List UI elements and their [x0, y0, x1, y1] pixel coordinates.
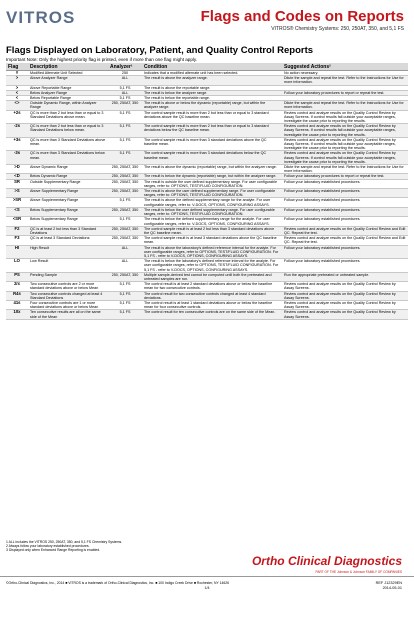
flag-cell: +2s	[6, 110, 28, 124]
analyzer-cell: 5,1 FS	[108, 124, 142, 138]
analyzer-cell: 5,1 FS	[108, 217, 142, 226]
company-tagline: PART OF THE Johnson & Johnson FAMILY OF COMPANIES	[315, 570, 402, 574]
analyzer-cell: 250, 250AT, 350	[108, 236, 142, 245]
condition-cell: The result is below the defined supplementary range for the analyte. For user configurable ranges, refer to: V-DOCS, OPTIONS, CONFIGURING ASSAYS.	[142, 217, 282, 226]
table-row	[6, 179, 408, 188]
description-cell: Above Dynamic Range	[28, 165, 108, 174]
table-row	[6, 217, 408, 226]
description-cell: Below Supplementary Range	[28, 217, 108, 226]
condition-cell: The result is below the analyzer range.	[142, 90, 282, 95]
analyzer-cell: 5,1 FS	[108, 310, 142, 319]
analyzer-cell: 250, 250AT, 350	[108, 174, 142, 179]
table-row	[6, 259, 408, 273]
description-cell: QC is more than 3 Standard Deviations below mean.	[28, 151, 108, 165]
actions-cell: Follow your laboratory established procedures.	[282, 217, 408, 226]
condition-cell: The result is above the dynamic (reportable) range, but within the analyzer range.	[142, 165, 282, 174]
condition-cell: The result is above the laboratory's defined reference interval for the analyte. For user configurable ranges, refer to OPTIONS, TEST/FLUID CONFIGURATION. For 5,1 FS - refer to V-DOCS, OPTIONS, CONFIGURING ASSAYS.	[142, 245, 282, 259]
description-cell: Below Reportable Range	[28, 96, 108, 101]
description-cell: Above Analyzer Range	[28, 76, 108, 85]
description-cell: Above Reportable Range	[28, 85, 108, 90]
description-cell: Two consecutive controls changed at least 4 Standard Deviations	[28, 291, 108, 300]
condition-cell: The result is below the dynamic (reportable) range, but within the analyzer range.	[142, 174, 282, 179]
actions-cell: Review control and analyze results on the Quality Control Review by Assay Screens.	[282, 282, 408, 291]
condition-cell: The result is above the reportable range.	[142, 85, 282, 90]
description-cell: Outside Dynamic Range, within Analyzer Range	[28, 101, 108, 110]
description-cell: QC is more than 3 Standard Deviations above mean.	[28, 137, 108, 151]
analyzer-cell: 250, 250AT, 350	[108, 165, 142, 174]
actions-cell: Follow your laboratory established procedures.	[282, 207, 408, 216]
actions-cell: Dilute the sample and repeat the test. Refer to the Instructions for Use for more information.	[282, 101, 408, 110]
condition-cell: The control result for two consecutive controls changed at least 4 standard deviations.	[142, 291, 282, 300]
flag-cell: >	[6, 85, 28, 90]
actions-cell: Review control and analyze results on the Quality Control Review by Assay Screens. If control results fall outside your acceptable ranges, investigate the cause prior to reporting the results.	[282, 151, 408, 165]
table-row	[6, 291, 408, 300]
page-subtitle: VITROS® Chemistry Systems: 250, 250AT, 350, and 5,1 FS	[271, 26, 404, 32]
description-cell: Low Result	[28, 259, 108, 273]
table-row	[6, 282, 408, 291]
description-cell: QC is more than 2 but less than or equal to 3 Standard Deviations above mean.	[28, 110, 108, 124]
flag-cell: 10x	[6, 310, 28, 319]
actions-cell: Review control and analyze results on the Quality Control Review by Assay Screens. If control results fall outside your acceptable ranges, investigate the cause prior to reporting the results.	[282, 124, 408, 138]
analyzer-cell: 5,1 FS	[108, 137, 142, 151]
flag-cell: -3s	[6, 151, 28, 165]
reference-number: REF J12329EN	[375, 581, 402, 585]
description-cell: High Result	[28, 245, 108, 259]
flag-cell: <D	[6, 174, 28, 179]
table-row	[6, 207, 408, 216]
condition-cell: The result is below the reportable range.	[142, 96, 282, 101]
analyzer-cell: 5,1 FS	[108, 110, 142, 124]
actions-cell: Follow your laboratory established procedures.	[282, 189, 408, 198]
flags-table	[6, 63, 408, 320]
document-date: 2014-05-01	[382, 586, 402, 590]
flag-cell: PS	[6, 272, 28, 281]
condition-cell: The control sample result is at least 3 standard deviations above the QC baseline mean.	[142, 236, 282, 245]
condition-cell: The control sample result is at least 2 but less than 3 standard deviations above the QC baseline mean.	[142, 226, 282, 235]
flag-cell: >S	[6, 189, 28, 198]
description-cell: Above Supplementary Range	[28, 198, 108, 207]
footnote-3: 3 Displayed only when Enhanced Range Reporting is enabled.	[6, 548, 101, 552]
footnote-1: 1 ALL includes the VITROS 250, 250AT, 350, and 5,1 FS Chemistry Systems.	[6, 540, 123, 544]
actions-cell: Review control and analyze results on the Quality Control Review by Assay Screens.	[282, 310, 408, 319]
condition-cell: Multiple sample-derived test cannot be computed until both the pretreated and untreated samples are run.	[142, 272, 282, 281]
page-header	[0, 0, 414, 44]
table-row	[6, 124, 408, 138]
table-row	[6, 226, 408, 235]
table-row	[6, 151, 408, 165]
actions-cell: Dilute the sample and repeat the test. Refer to the Instructions for Use for more information.	[282, 165, 408, 174]
page-number: 1/4	[204, 586, 210, 590]
table-row	[6, 76, 408, 85]
description-cell: Four consecutive controls are 1 or more standard deviations above or below Mean	[28, 300, 108, 309]
flag-cell: <S	[6, 207, 28, 216]
column-header-condition: Condition	[142, 63, 282, 71]
table-row	[6, 110, 408, 124]
condition-cell: The result is above the analyzer range.	[142, 76, 282, 85]
condition-cell: The result is below the laboratory's defined reference interval for the analyte. For user configurable ranges, refer to OPTIONS, TEST/FLUID CONFIGURATION. For 5,1 FS - refer to V-DOCS, OPTIONS, CONFIGURING ASSAYS.	[142, 259, 282, 273]
flag-cell: 41s	[6, 300, 28, 309]
page-title: Flags and Codes on Reports	[200, 8, 404, 25]
analyzer-cell: 5,1 FS	[108, 198, 142, 207]
analyzer-cell: 250, 250AT, 350	[108, 189, 142, 198]
flag-cell: 2/x	[6, 282, 28, 291]
flag-cell: -2s	[6, 124, 28, 138]
table-row	[6, 300, 408, 309]
column-header-analyzer: Analyzer¹	[108, 63, 142, 71]
description-cell: Outside Supplementary Range	[28, 179, 108, 188]
description-cell: Above Supplementary Range	[28, 189, 108, 198]
analyzer-cell: 250, 250AT, 350	[108, 101, 142, 110]
flag-cell: >SR	[6, 198, 28, 207]
vitros-logo: VITROS	[6, 8, 76, 27]
actions-cell: Follow your laboratory established procedures.	[282, 179, 408, 188]
description-cell: QC is more than 2 but less than or equal to 3 Standard Deviations below mean.	[28, 124, 108, 138]
table-row	[6, 101, 408, 110]
flag-cell: LO	[6, 259, 28, 273]
analyzer-cell: 5,1 FS	[108, 85, 142, 90]
flag-cell: HI	[6, 245, 28, 259]
analyzer-cell: 250, 250AT, 350	[108, 272, 142, 281]
flag-cell: +3s	[6, 137, 28, 151]
flag-cell: F3	[6, 236, 28, 245]
column-header-flag: Flag	[6, 63, 28, 71]
analyzer-cell: 5,1 FS	[108, 291, 142, 300]
analyzer-cell: 250, 250AT, 350	[108, 226, 142, 235]
analyzer-cell: 250, 250AT, 350	[108, 179, 142, 188]
flag-cell: <SR	[6, 217, 28, 226]
actions-cell: Follow your laboratory procedures to report or repeat the test.	[282, 90, 408, 95]
flag-cell: SR	[6, 179, 28, 188]
analyzer-cell: 5,1 FS	[108, 96, 142, 101]
table-row	[6, 90, 408, 95]
analyzer-cell: 5,1 FS	[108, 282, 142, 291]
actions-cell: Follow your laboratory established procedures.	[282, 245, 408, 259]
flag-cell: >	[6, 76, 28, 85]
actions-cell: Review control and analyze results on the Quality Control Review by Assay Screens. If control results fall outside your acceptable ranges, investigate the cause prior to reporting the results.	[282, 137, 408, 151]
actions-cell: Follow your laboratory established procedures.	[282, 259, 408, 273]
condition-cell: The control sample result is more than 2 but less than or equal to 3 standard deviations above the QC baseline mean.	[142, 110, 282, 124]
condition-cell: The result is above the defined supplementary range for the analyte. For user configurable ranges, refer to: V-DOCS, OPTIONS, CONFIGURING ASSAYS.	[142, 198, 282, 207]
flag-cell: <	[6, 96, 28, 101]
actions-cell: Review control and analyze results on the Quality Control Review and Edit QC. Repeat the test.	[282, 236, 408, 245]
analyzer-cell: ALL	[108, 245, 142, 259]
description-cell: Below Supplementary Range	[28, 207, 108, 216]
condition-cell: The result is above the user defined supplementary range. For user configurable ranges, refer to: OPTIONS, TEST/FLUID CONFIGURATION.	[142, 189, 282, 198]
flag-cell: <>	[6, 101, 28, 110]
actions-cell: No action necessary.	[282, 71, 408, 76]
actions-cell: Review control and analyze results on the Quality Control Review and Edit QC. Repeat the test.	[282, 226, 408, 235]
description-cell: Below Dynamic Range	[28, 174, 108, 179]
analyzer-cell: ALL	[108, 90, 142, 95]
analyzer-cell: ALL	[108, 76, 142, 85]
actions-cell: Follow your laboratory procedures to report or repeat the test.	[282, 174, 408, 179]
footnote-2: 2 Always follow your laboratory established procedures.	[6, 544, 90, 548]
condition-cell: Indicates that a modified alternate unit has been selected.	[142, 71, 282, 76]
description-cell: Modified Alternate Unit Selected	[28, 71, 108, 76]
flag-cell: #	[6, 71, 28, 76]
actions-cell: Review control and analyze results on the Quality Control Review by Assay Screens.	[282, 291, 408, 300]
table-row	[6, 198, 408, 207]
description-cell: Two consecutive controls are 2 or more standard deviations above or below Mean	[28, 282, 108, 291]
flag-cell: >D	[6, 165, 28, 174]
actions-cell: Dilute the sample and repeat the test. Refer to the Instructions for Use for more information.	[282, 76, 408, 85]
actions-cell: Run the appropriate pretreated or untreated sample.	[282, 272, 408, 281]
table-header-row	[6, 63, 408, 71]
description-cell: QC is at least 2 but less than 3 Standard Deviations	[28, 226, 108, 235]
table-row	[6, 245, 408, 259]
analyzer-cell: 5,1 FS	[108, 300, 142, 309]
flag-cell: <	[6, 90, 28, 95]
condition-cell: The control sample result is more than 2 but less than or equal to 3 standard deviations below the QC baseline mean.	[142, 124, 282, 138]
important-note: Important Note: Only the highest priority flag is printed, even if more than one flag might apply.	[6, 57, 198, 62]
table-row	[6, 272, 408, 281]
condition-cell: The control result is at least 2 standard deviations above or below the baseline mean for two consecutive controls.	[142, 282, 282, 291]
table-row	[6, 189, 408, 198]
column-header-actions: Suggested Actions²	[282, 63, 408, 71]
analyzer-cell: ALL	[108, 259, 142, 273]
section-heading: Flags Displayed on Laboratory, Patient, and Quality Control Reports	[6, 45, 314, 56]
table-row	[6, 310, 408, 319]
actions-cell: Follow your laboratory established procedures.	[282, 198, 408, 207]
condition-cell: The result is below the user defined supplementary range. For user configurable ranges, refer to: OPTIONS, TEST/FLUID CONFIGURATION.	[142, 207, 282, 216]
condition-cell: The control sample result is more than 3 standard deviations below the QC baseline mean.	[142, 151, 282, 165]
description-cell: Pending Sample	[28, 272, 108, 281]
table-row	[6, 174, 408, 179]
description-cell: Below Analyzer Range	[28, 90, 108, 95]
table-row	[6, 165, 408, 174]
table-row	[6, 236, 408, 245]
actions-cell: Review control and analyze results on the Quality Control Review by Assay Screens. If control results fall outside your acceptable ranges, investigate the cause prior to reporting the results.	[282, 110, 408, 124]
flag-cell: R4s	[6, 291, 28, 300]
footer-copyright: ©Ortho-Clinical Diagnostics, Inc., 2014 ■ VITROS is a trademark of Ortho-Clinical Diagnostics, Inc. ■ 100 Indigo Creek Drive ■ Rochester, NY 14626	[6, 581, 230, 585]
condition-cell: The result is above or below the dynamic (reportable) range, but within the analyzer range.	[142, 101, 282, 110]
analyzer-cell: 250	[108, 71, 142, 76]
condition-cell: The control sample result is more than 3 standard deviations above the QC baseline mean.	[142, 137, 282, 151]
analyzer-cell: 250, 250AT, 350	[108, 207, 142, 216]
description-cell: QC is at least 3 Standard Deviations	[28, 236, 108, 245]
condition-cell: The control result is at least 1 standard deviations above or below the baseline mean for four consecutive controls.	[142, 300, 282, 309]
column-header-description: Description	[28, 63, 108, 71]
description-cell: Ten consecutive results are all on the same side of the Mean	[28, 310, 108, 319]
table-row	[6, 137, 408, 151]
analyzer-cell: 5,1 FS	[108, 151, 142, 165]
company-logo: Ortho Clinical Diagnostics	[251, 554, 402, 568]
footer-divider	[0, 576, 414, 577]
actions-cell: Review control and analyze results on the Quality Control Review by Assay Screens.	[282, 300, 408, 309]
condition-cell: The result is outside the user defined supplementary range. For user configurable ranges, refer to: OPTIONS, TEST/FLUID CONFIGURATION.	[142, 179, 282, 188]
condition-cell: The control result for ten consecutive controls are on the same side of the Mean.	[142, 310, 282, 319]
flag-cell: F2	[6, 226, 28, 235]
